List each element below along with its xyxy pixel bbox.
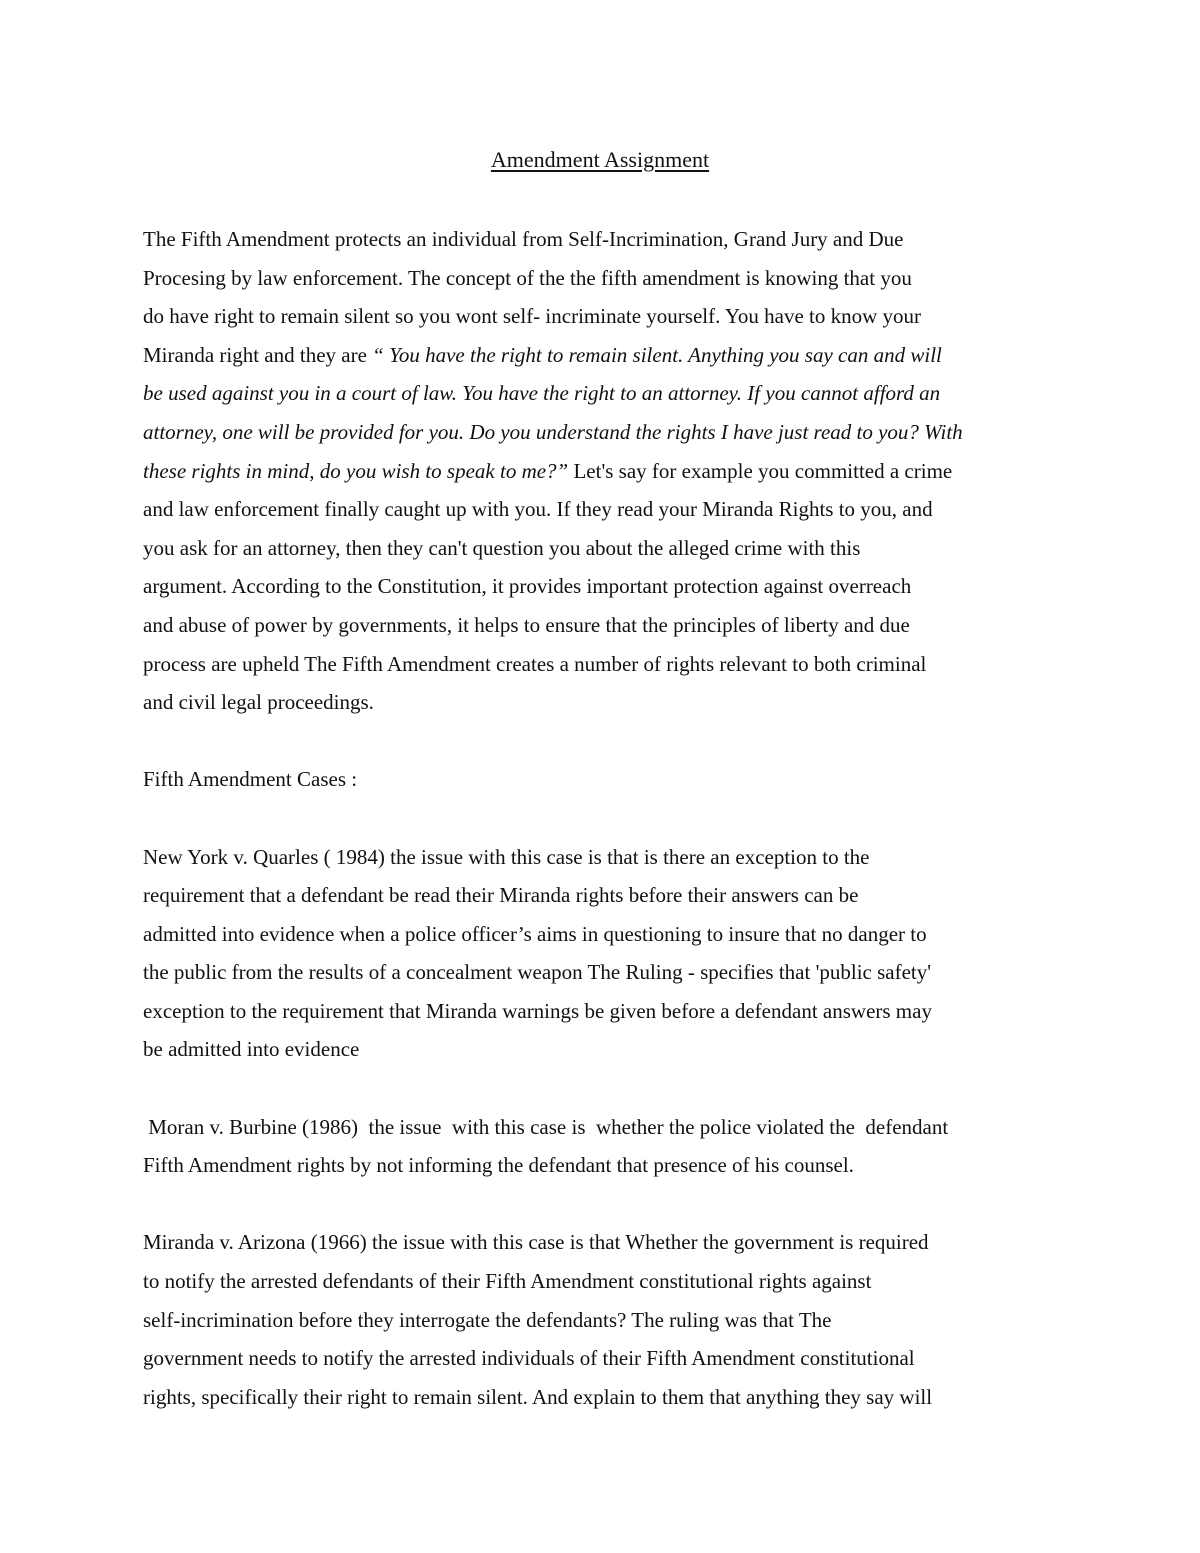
text-line: self-incrimination before they interrogate the defendants? The ruling was that The — [143, 1307, 832, 1332]
text-line: be admitted into evidence — [143, 1037, 360, 1062]
paragraph-gap — [143, 1069, 1063, 1108]
text-line — [143, 452, 1063, 491]
paragraph-gap — [143, 722, 1063, 761]
text-line: the public from the results of a concealment weapon The Ruling - specifies that 'public safety' — [143, 960, 932, 985]
text-line: Moran v. Burbine (1986) the issue with this case is whether the police violated the defendant — [143, 1114, 949, 1139]
miranda-quote: “ You have the right to remain silent. Anything you say can and will — [372, 342, 942, 367]
text-line — [143, 336, 1063, 375]
intro-paragraph — [143, 220, 1063, 722]
text-line: Procesing by law enforcement. The concept of the the fifth amendment is knowing that you — [143, 265, 912, 290]
text-line: Miranda v. Arizona (1966) the issue with this case is that Whether the government is required — [143, 1230, 929, 1255]
text-line: process are upheld The Fifth Amendment creates a number of rights relevant to both criminal — [143, 651, 927, 676]
text-line: government needs to notify the arrested individuals of their Fifth Amendment constitutional — [143, 1346, 915, 1371]
text-line: admitted into evidence when a police officer’s aims in questioning to insure that no danger to — [143, 921, 927, 946]
text-line: do have right to remain silent so you wont self- incriminate yourself. You have to know your — [143, 304, 922, 329]
case-arizona-paragraph — [143, 1223, 1063, 1416]
text-line: and abuse of power by governments, it helps to ensure that the principles of liberty and due — [143, 612, 910, 637]
text-segment: Miranda right and they are — [143, 342, 373, 367]
text-line: and civil legal proceedings. — [143, 690, 374, 715]
document-body — [143, 220, 1063, 1416]
paragraph-gap — [143, 1185, 1063, 1224]
text-line: argument. According to the Constitution, it provides important protection against overreach — [143, 574, 912, 599]
cases-heading-paragraph — [143, 760, 1063, 799]
case-quarles-paragraph — [143, 838, 1063, 1070]
text-line: you ask for an attorney, then they can't question you about the alleged crime with this — [143, 535, 861, 560]
cases-heading: Fifth Amendment Cases : — [143, 767, 358, 792]
text-line: and law enforcement finally caught up with you. If they read your Miranda Rights to you, and — [143, 497, 933, 522]
text-line: rights, specifically their right to remain silent. And explain to them that anything they say will — [143, 1384, 933, 1409]
paragraph-gap — [143, 799, 1063, 838]
miranda-quote: these rights in mind, do you wish to speak to me?” — [143, 458, 569, 483]
text-line: New York v. Quarles ( 1984) the issue with this case is that is there an exception to the — [143, 844, 870, 869]
miranda-quote: be used against you in a court of law. You have the right to an attorney. If you cannot afford an — [143, 381, 941, 406]
text-line: The Fifth Amendment protects an individual from Self-Incrimination, Grand Jury and Due — [143, 227, 904, 251]
text-segment: Let's say for example you committed a crime — [568, 458, 953, 483]
text-line: Fifth Amendment rights by not informing the defendant that presence of his counsel. — [143, 1153, 854, 1178]
text-line: to notify the arrested defendants of their Fifth Amendment constitutional rights against — [143, 1269, 872, 1294]
text-line: requirement that a defendant be read their Miranda rights before their answers can be — [143, 883, 859, 908]
document-title: Amendment Assignment — [490, 147, 710, 172]
miranda-quote: attorney, one will be provided for you. Do you understand the rights I have just read to you? With — [143, 419, 963, 444]
text-line — [143, 374, 1063, 413]
text-line: exception to the requirement that Miranda warnings be given before a defendant answers may — [143, 998, 932, 1023]
case-burbine-paragraph — [143, 1108, 1063, 1185]
text-line — [143, 413, 1063, 452]
